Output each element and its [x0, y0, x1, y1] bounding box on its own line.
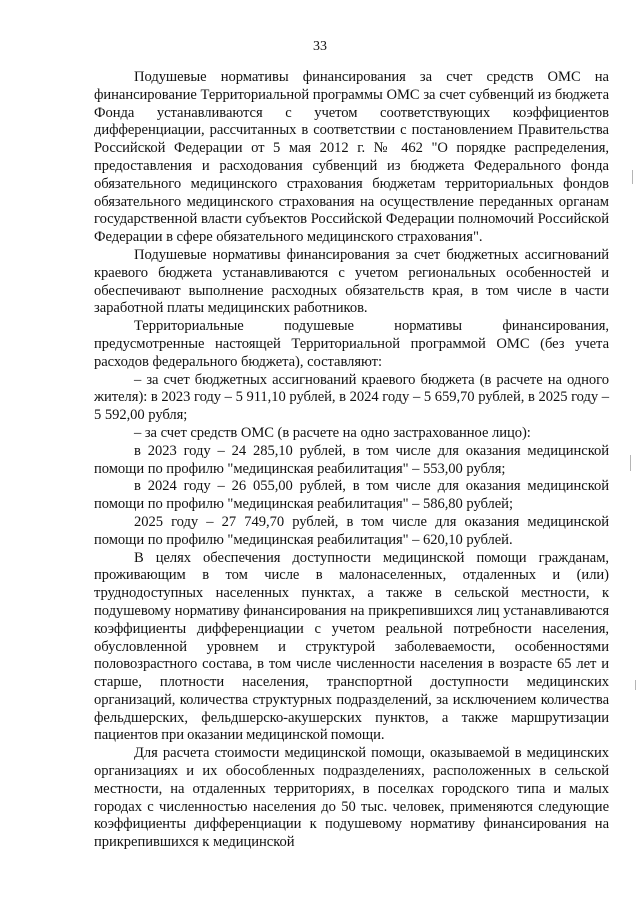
- scan-artifact-mark: [632, 170, 633, 184]
- document-body: [94, 69, 609, 852]
- paragraph-accessibility-coefficients: В целях обеспечения доступности медицинской помощи гражданам, проживающим в том числе в малонаселенных, отдаленных и (или) труднодоступных населенных пунктах, а также в сельской местности, к подушевому нормативу финансирования на прикрепившихся лиц устанавливаются коэффициенты дифференциации с учетом реальной потребности населения, обусловленной уровнем и структурой заболеваемости, особенностями половозрастного состава, в том числе численности населения в возрасте 65 лет и старше, плотности населения, транспортной доступности медицинских организаций, количества структурных подразделений, за исключением количества фельдшерских, фельдшерско-акушерских пунктов, а также маршрутизации пациентов при оказании медицинской помощи.: [94, 549, 609, 744]
- paragraph-rural-cost-calculation: Для расчета стоимости медицинской помощи, оказываемой в медицинских организациях и их обособленных подразделениях, расположенных в сельской местности, на отдаленных территориях, в поселках городского типа и малых городах с численностью населения до 50 тыс. человек, применяются следующие коэффициенты дифференциации к подушевому нормативу финансирования на прикрепившихся к медицинской: [94, 745, 609, 851]
- paragraph-oms-subvention-norms: Подушевые нормативы финансирования за счет средств ОМС на финансирование Территориальной программы ОМС за счет субвенций из бюджета Фонда устанавливаются с учетом соответствующих коэффициентов дифференциации, рассчитанных в соответствии с постановлением Правительства Российской Федерации от 5 мая 2012 г. № 462 "О порядке распределения, предоставления и расходования субвенций из бюджета Федерального фонда обязательного медицинского страхования бюджетам территориальных фондов обязательного медицинского страхования на осуществление переданных органам государственной власти субъектов Российской Федерации полномочий Российской Федерации в сфере обязательного медицинского страхования".: [94, 69, 609, 246]
- paragraph-regional-budget-amounts: – за счет бюджетных ассигнований краевого бюджета (в расчете на одного жителя): в 2023 году – 5 911,10 рублей, в 2024 году – 5 659,70 рублей, в 2025 году – 5 592,00 рубля;: [94, 371, 609, 424]
- paragraph-amount-2024: в 2024 году – 26 055,00 рублей, в том числе для оказания медицинской помощи по профилю "медицинская реабилитация" – 586,80 рублей;: [94, 478, 609, 513]
- scan-artifact-mark: [635, 680, 636, 690]
- paragraph-regional-budget-norms: Подушевые нормативы финансирования за счет бюджетных ассигнований краевого бюджета устанавливаются с учетом региональных особенностей и обеспечивают выполнение расходных обязательств края, в том числе в части заработной платы медицинских работников.: [94, 246, 609, 317]
- paragraph-amount-2025: 2025 году – 27 749,70 рублей, в том числе для оказания медицинской помощи по профилю "медицинская реабилитация" – 620,10 рублей.: [94, 513, 609, 548]
- paragraph-oms-amounts-intro: – за счет средств ОМС (в расчете на одно застрахованное лицо):: [134, 424, 531, 441]
- scan-artifact-mark: [630, 455, 631, 471]
- paragraph-territorial-norms-intro: Территориальные подушевые нормативы финансирования, предусмотренные настоящей Территориальной программой ОМС (без учета расходов федерального бюджета), составляют:: [94, 318, 609, 370]
- page-number: 33: [313, 39, 327, 54]
- paragraph-amount-2023: в 2023 году – 24 285,10 рублей, в том числе для оказания медицинской помощи по профилю "медицинская реабилитация" – 553,00 рубля;: [94, 442, 609, 477]
